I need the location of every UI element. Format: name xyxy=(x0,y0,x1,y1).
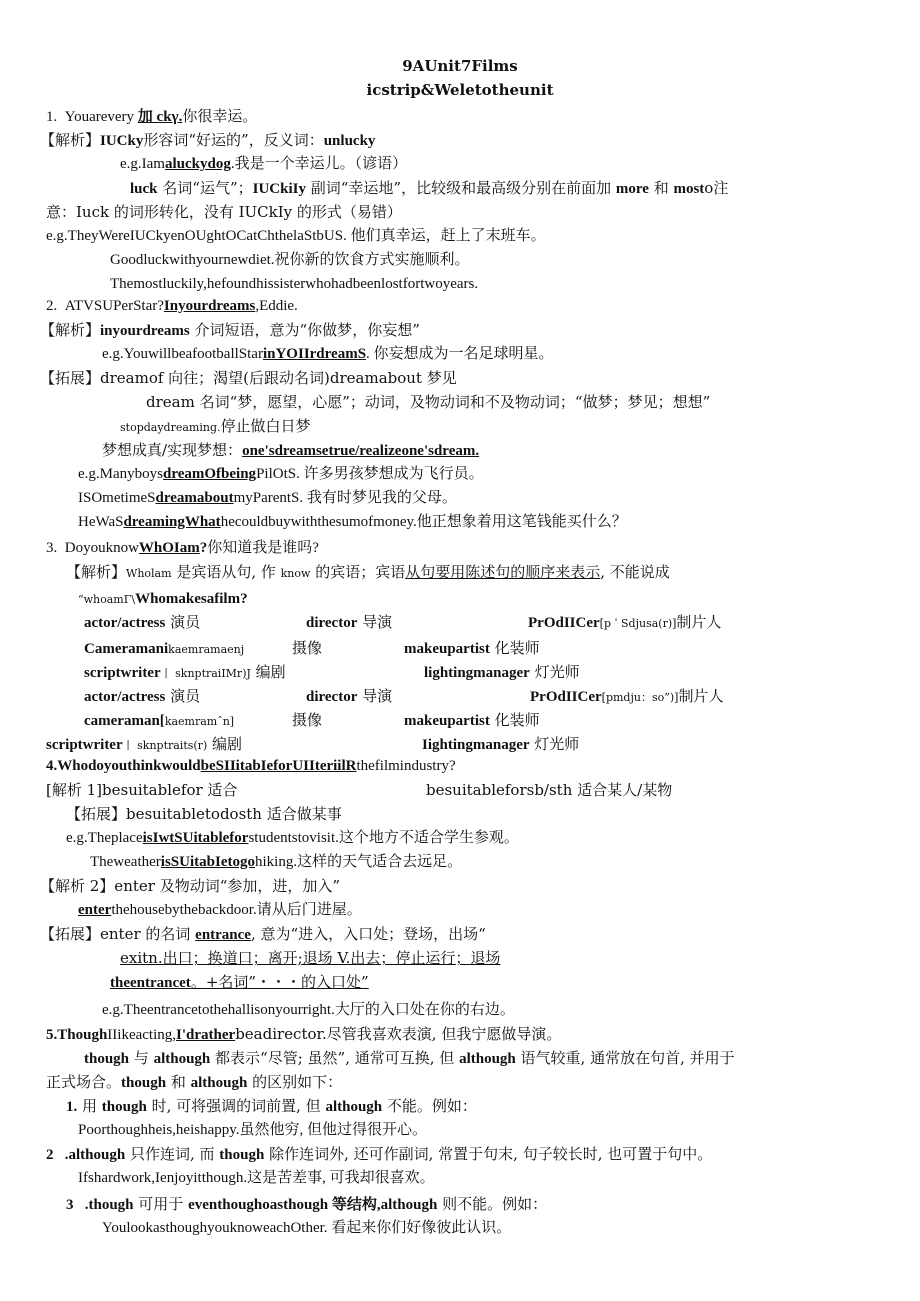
text: 只作连词, 而 xyxy=(125,1145,220,1163)
vocab-item xyxy=(422,734,579,755)
keyword: 加 ckγ. xyxy=(137,109,183,125)
text: thefilmindustry? xyxy=(356,758,456,774)
label: 【解析】 xyxy=(40,321,101,339)
text: Wholam xyxy=(126,567,172,580)
text: 的区别如下： xyxy=(247,1073,343,1091)
analysis-line xyxy=(40,320,420,341)
text: ,Eddie. xyxy=(255,298,298,314)
example-line xyxy=(78,512,627,532)
text: 1. xyxy=(66,1099,78,1115)
gloss: 化装师 xyxy=(489,639,540,657)
text: o注 xyxy=(704,179,729,197)
text: ? xyxy=(199,540,208,556)
vocab-item xyxy=(306,612,392,633)
text: , 不能说成 xyxy=(600,563,670,581)
text: e.g.YouwillbeafootballStar xyxy=(102,346,263,362)
keyword: inYOIIrdreamS xyxy=(262,346,367,362)
keyword: 3 .though xyxy=(66,1197,134,1213)
text: 4.Whodoyouthinkwould xyxy=(46,758,201,774)
text: 用 xyxy=(77,1097,102,1115)
phonetic: [pmdju：so”)] xyxy=(601,691,679,704)
keyword: isIwtSUitablefor xyxy=(142,830,249,846)
text: 和 xyxy=(166,1073,191,1091)
keyword: I'drather xyxy=(176,1027,236,1043)
gloss: 编剧 xyxy=(250,663,286,681)
phonetic: 丨 sknptraiIMr)J xyxy=(160,667,251,680)
text: . 你妄想成为一名足球明星。 xyxy=(366,346,554,362)
term: Cameramani xyxy=(84,641,169,657)
extension-line: 【拓展】dreamof 向往；渴望(后跟动名词)dreamabout 梦见 xyxy=(40,369,457,387)
gloss: 制片人 xyxy=(678,687,724,705)
vocab-item xyxy=(84,638,244,660)
phonetic: [p ˈ Sdjusa(r)] xyxy=(599,617,677,630)
note-line xyxy=(78,588,248,610)
document-title: 9AUnit7Films xyxy=(402,57,518,75)
vocab-item xyxy=(306,686,392,707)
text: 语气较重, 通常放在句首, 并用于 xyxy=(515,1049,735,1067)
note-line xyxy=(84,1048,735,1069)
keyword: dreamOfbeing xyxy=(163,466,257,482)
vocab-item xyxy=(404,710,540,731)
keyword: unlucky xyxy=(323,133,376,149)
text: 和 xyxy=(648,179,674,197)
gloss: 编剧 xyxy=(207,735,243,753)
keyword: Inyourdreams xyxy=(163,298,256,314)
example-line: e.g.Theentrancetothehallisonyourright.大厅的入口处在你的右边。 xyxy=(102,1002,515,1018)
text: 3. Doyouknow xyxy=(46,540,139,556)
item-3-sentence xyxy=(46,538,319,558)
phonetic: 丨 sknptraits(r) xyxy=(122,739,208,752)
keyword: most xyxy=(673,181,705,197)
text: 介词短语，意为“你做梦，你妄想” xyxy=(189,321,420,339)
text: 名词“运气”； xyxy=(157,179,253,197)
keyword: although xyxy=(153,1051,211,1067)
vocab-item xyxy=(84,686,200,707)
text: Theweather xyxy=(90,854,161,870)
note-line xyxy=(120,416,311,438)
keyword: asthough xyxy=(269,1197,329,1213)
text: 1. Youarevery xyxy=(46,109,138,125)
keyword: though xyxy=(84,1051,130,1067)
keyword: although xyxy=(190,1075,248,1091)
term: lightingmanager xyxy=(424,665,530,681)
text: 等结构, xyxy=(328,1197,381,1213)
analysis-line: [解析 1]besuitablefor 适合 xyxy=(46,781,238,799)
keyword: one'sdreamsetrue/realizeone'sdream. xyxy=(242,443,480,459)
vocab-item xyxy=(84,662,286,684)
item-1-sentence xyxy=(46,106,257,127)
gloss: 摄像 xyxy=(292,639,323,657)
vocab-item xyxy=(84,612,200,633)
text: .我是一个幸运儿。（谚语） xyxy=(230,156,408,172)
keyword: luck xyxy=(130,181,158,197)
gloss: 演员 xyxy=(165,687,201,705)
keyword: aluckydog xyxy=(164,156,231,172)
text: studentstovisit.这个地方不适合学生参观。 xyxy=(248,830,519,846)
gloss: 制片人 xyxy=(676,613,722,631)
analysis-line xyxy=(66,562,670,584)
text: thehousebythebackdoor.请从后门进屋。 xyxy=(111,902,362,918)
item-5-sentence xyxy=(46,1024,561,1045)
vocab-item xyxy=(84,710,234,732)
vocab-item xyxy=(292,638,322,658)
keyword: dreamabout xyxy=(155,490,234,506)
term: scriptwriter xyxy=(84,665,161,681)
text: 都表示“尽管; 虽然”, 通常可互换, 但 xyxy=(210,1049,460,1067)
vocab-item xyxy=(528,612,721,634)
keyword: theentrancet xyxy=(110,975,191,991)
keyword: although xyxy=(380,1197,438,1213)
example-line xyxy=(78,464,484,484)
text: 与 xyxy=(129,1049,154,1067)
term: actor/actress xyxy=(84,615,166,631)
note-line xyxy=(66,1096,477,1117)
example-line xyxy=(78,488,457,508)
text: o xyxy=(262,1197,270,1213)
gloss: 化装师 xyxy=(489,711,540,729)
text: 不能。例如： xyxy=(382,1097,477,1115)
text: HeWaS xyxy=(78,514,124,530)
note-line: 意：Iuck 的词形转化，没有 IUCkIy 的形式（易错） xyxy=(46,203,402,221)
text: e.g.Manyboys xyxy=(78,466,163,482)
term: director xyxy=(306,615,358,631)
text: 。+名词”・・・的入口处” xyxy=(190,973,369,991)
example-line xyxy=(120,154,407,174)
gloss: 摄像 xyxy=(292,711,323,729)
text: 是宾语从句, 作 xyxy=(171,563,281,581)
keyword: inyourdreams xyxy=(100,323,190,339)
gloss: 导演 xyxy=(357,613,393,631)
example-line: Poorthoughheis,heishappy.虽然他穷, 但他过得很开心。 xyxy=(78,1122,428,1138)
text: , 意为“进入，入口处；登场，出场“ xyxy=(250,925,486,943)
text: 则不能。例如： xyxy=(437,1195,548,1213)
keyword: though xyxy=(101,1099,147,1115)
note-line xyxy=(46,1144,712,1165)
text: myParentS. 我有时梦见我的父母。 xyxy=(233,490,457,506)
vocab-item xyxy=(292,710,322,730)
gloss: 灯光师 xyxy=(529,663,580,681)
text: 梦想成真/实现梦想： xyxy=(102,441,243,459)
vocab-item xyxy=(404,638,540,659)
label: 【解析】 xyxy=(40,131,101,149)
example-line: Goodluckwithyournewdiet.祝你新的饮食方式实施顺利。 xyxy=(110,252,470,268)
keyword: WhOIam xyxy=(138,540,200,556)
note-line xyxy=(46,1072,342,1093)
term: actor/actress xyxy=(84,689,166,705)
text: 你知道我是谁吗? xyxy=(207,540,319,556)
term: director xyxy=(306,689,358,705)
analysis-line: besuitableforsb/sth 适合某人/某物 xyxy=(426,781,673,799)
text: hecouldbuywiththesumofmoney.他正想象着用这笔钱能买什么？ xyxy=(220,514,627,530)
text: e.g.Theplace xyxy=(66,830,143,846)
keyword: 2 .although xyxy=(46,1147,126,1163)
text: 可用于 xyxy=(133,1195,189,1213)
vocab-item xyxy=(424,662,580,683)
example-line: YoulookasthoughyouknoweachOther. 看起来你们好像彼此认识。 xyxy=(102,1220,512,1236)
gloss: 灯光师 xyxy=(529,735,580,753)
note-line: exitn.出口；换道口；离开;退场 V.出去；停止运行；退场 xyxy=(120,949,501,967)
keyword: entrance xyxy=(195,927,251,943)
note-line xyxy=(130,178,728,199)
vocab-item xyxy=(46,734,242,756)
text: stopdaydreaming. xyxy=(120,421,221,434)
keyword: Whomakesafilm? xyxy=(135,591,248,607)
text: know xyxy=(280,567,311,580)
text: 从句要用陈述句的顺序来表示 xyxy=(405,563,601,581)
analysis-line xyxy=(40,130,375,151)
text: PilOtS. 许多男孩梦想成为飞行员。 xyxy=(256,466,484,482)
text: e.g.Iam xyxy=(120,156,165,172)
term: cameraman[ xyxy=(84,713,165,729)
keyword: though xyxy=(219,1147,265,1163)
extension-line: 【拓展】besuitabletodosth 适合做某事 xyxy=(66,805,342,823)
keyword: though xyxy=(121,1075,167,1091)
text: 副词“幸运地”，比较级和最高级分别在前面加 xyxy=(305,179,616,197)
example-line xyxy=(102,344,554,364)
text: 【拓展】enter 的名词 xyxy=(40,925,196,943)
text: 形容词“好运的”，反义词： xyxy=(143,131,324,149)
item-4-sentence xyxy=(46,756,456,776)
term: makeupartist xyxy=(404,713,490,729)
analysis-line: 【解析 2】enter 及物动词“参加，进，加入” xyxy=(40,877,341,895)
term: PrOdIICer xyxy=(530,689,602,705)
phonetic: kaemramˆn] xyxy=(164,715,235,728)
keyword: although xyxy=(325,1099,383,1115)
text: 2. ATVSUPerStar? xyxy=(46,298,164,314)
note-line: dream 名词“梦，愿望，心愿”；动词，及物动词和不及物动词；“做梦；梦见；想想” xyxy=(146,393,711,411)
keyword: eventhough xyxy=(188,1197,263,1213)
document-subtitle: icstrip&Weletotheunit xyxy=(366,81,554,99)
example-line: e.g.TheyWereIUCkyenOUghtOCatChthelaStbUS. 他们真幸运，赶上了末班车。 xyxy=(46,228,546,244)
example-line xyxy=(90,852,462,872)
vocab-item xyxy=(530,686,723,708)
term: scriptwriter xyxy=(46,737,123,753)
text: 正式场合。 xyxy=(46,1073,122,1091)
text: ISOmetimeS xyxy=(78,490,156,506)
keyword: dreamingWhat xyxy=(123,514,221,530)
text: beadirector.尽管我喜欢表演, 但我宁愿做导演。 xyxy=(235,1025,562,1043)
example-line xyxy=(66,828,519,848)
text: 的宾语；宾语 xyxy=(310,563,406,581)
note-line xyxy=(66,1194,547,1215)
text: IIikeacting, xyxy=(107,1027,177,1043)
text: 时, 可将强调的词前置, 但 xyxy=(146,1097,326,1115)
example-line xyxy=(78,900,362,920)
keyword: IUCkiIy xyxy=(252,181,306,197)
text: “whoamΓ\ xyxy=(78,593,136,606)
label: 【解析】 xyxy=(66,563,127,581)
keyword: enter xyxy=(78,902,112,918)
text: 停止做白日梦 xyxy=(220,417,311,435)
item-2-sentence xyxy=(46,296,298,316)
keyword: 5.Though xyxy=(46,1027,108,1043)
keyword: although xyxy=(459,1051,516,1067)
note-line xyxy=(102,440,479,461)
phonetic: kaemramaenj xyxy=(168,643,245,656)
keyword: more xyxy=(615,181,649,197)
keyword: isSUitabIetogo xyxy=(160,854,255,870)
gloss: 导演 xyxy=(357,687,393,705)
term: PrOdIICer xyxy=(528,615,600,631)
extension-line xyxy=(40,924,486,945)
text: hiking.这样的天气适合去远足。 xyxy=(254,854,463,870)
example-line: Ifshardwork,Ienjoyitthough.这是苦差事, 可我却很喜欢。 xyxy=(78,1170,435,1186)
gloss: 演员 xyxy=(165,613,201,631)
text: 你很幸运。 xyxy=(182,107,258,125)
note-line xyxy=(110,972,369,993)
keyword: beSIIitabIeforUIIteriilR xyxy=(200,758,357,774)
term: makeupartist xyxy=(404,641,490,657)
term: Iightingmanager xyxy=(422,737,530,753)
keyword: IUCky xyxy=(100,133,144,149)
text: 除作连词外, 还可作副词, 常置于句末, 句子较长时, 也可置于句中。 xyxy=(264,1145,713,1163)
example-line: Themostluckily,hefoundhissisterwhohadbeenlostfortwoyears. xyxy=(110,276,479,292)
